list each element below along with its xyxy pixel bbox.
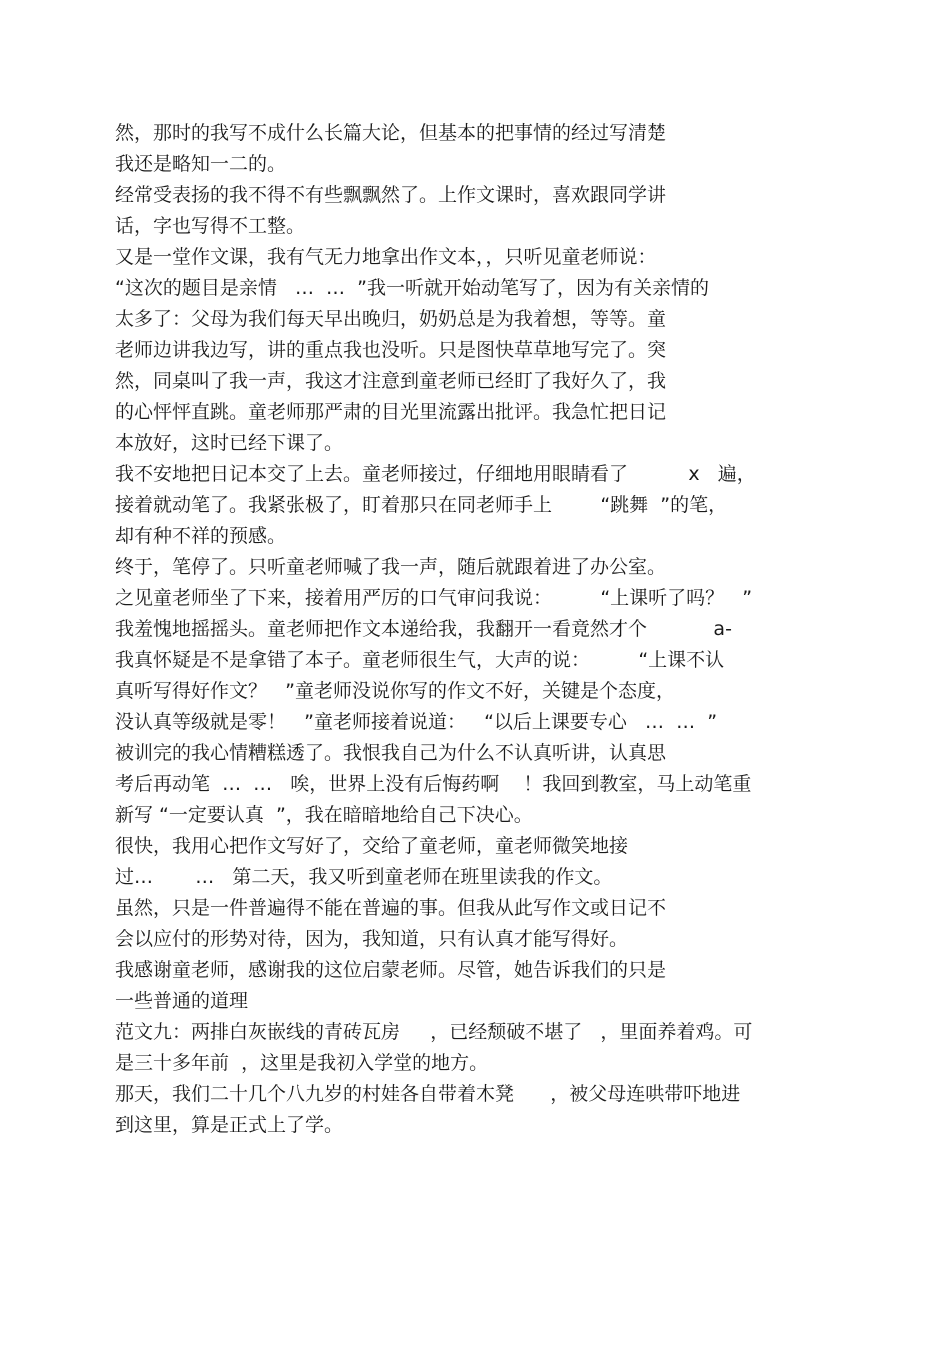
text-line: 真听写得好作文？ ”童老师没说你写的作文不好，关键是个态度， (115, 680, 675, 702)
text-line: 那天，我们二十几个八九岁的村娃各自带着木凳 ，被父母连哄带吓地进 (115, 1083, 741, 1105)
text-line: 没认真等级就是零！ ”童老师接着说道： “以后上课要专心 … … ” (115, 711, 718, 733)
text-line: 我感谢童老师，感谢我的这位启蒙老师。尽管，她告诉我们的只是 (115, 959, 667, 981)
text-line: 我不安地把日记本交了上去。童老师接过，仔细地用眼睛看了 x 遍， (115, 463, 756, 485)
text-line: 我羞愧地摇摇头。童老师把作文本递给我，我翻开一看竟然才个 a- (115, 618, 732, 640)
text-line: 虽然，只是一件普遍得不能在普遍的事。但我从此写作文或日记不 (115, 897, 667, 919)
text-line: 终于，笔停了。只听童老师喊了我一声，随后就跟着进了办公室。 (115, 556, 667, 578)
text-line: 然，那时的我写不成什么长篇大论，但基本的把事情的经过写清楚 (115, 122, 667, 144)
text-line: 我还是略知一二的。 (115, 153, 287, 175)
essay-text (115, 118, 915, 1141)
text-line: 很快，我用心把作文写好了，交给了童老师，童老师微笑地接 (115, 835, 629, 857)
text-line: 太多了：父母为我们每天早出晚归，奶奶总是为我着想，等等。童 (115, 308, 667, 330)
text-line: 我真怀疑是不是拿错了本子。童老师很生气，大声的说： “上课不认 (115, 649, 725, 671)
text-line: 被训完的我心情糟糕透了。我恨我自己为什么不认真听讲，认真思 (115, 742, 667, 764)
text-line: 新写 “一定要认真 ”，我在暗暗地给自己下决心。 (115, 804, 533, 826)
text-line: 范文九：两排白灰嵌线的青砖瓦房 ，已经颓破不堪了 ，里面养着鸡。可 (115, 1021, 753, 1043)
text-line: 之见童老师坐了下来，接着用严厉的口气审问我说： “上课听了吗？ ” (115, 587, 753, 609)
text-line: 本放好，这时已经下课了。 (115, 432, 344, 454)
text-line: 老师边讲我边写，讲的重点我也没听。只是图快草草地写完了。突 (115, 339, 667, 361)
text-line: 会以应付的形势对待，因为，我知道，只有认真才能写得好。 (115, 928, 629, 950)
text-line: 考后再动笔 … … 唉，世界上没有后悔药啊 ！我回到教室，马上动笔重 (115, 773, 752, 795)
text-line: “这次的题目是亲情 … … ”我一听就开始动笔写了，因为有关亲情的 (115, 277, 709, 299)
text-line: 过… … 第二天，我又听到童老师在班里读我的作文。 (115, 866, 613, 888)
text-line: 经常受表扬的我不得不有些飘飘然了。上作文课时，喜欢跟同学讲 (115, 184, 667, 206)
text-line: 的心怦怦直跳。童老师那严肃的目光里流露出批评。我急忙把日记 (115, 401, 667, 423)
text-line: 却有种不祥的预感。 (115, 525, 287, 547)
text-line: 话，字也写得不工整。 (115, 215, 306, 237)
text-line: 然，同桌叫了我一声，我这才注意到童老师已经盯了我好久了，我 (115, 370, 667, 392)
text-line: 接着就动笔了。我紧张极了，盯着那只在同老师手上 “跳舞 ”的笔， (115, 494, 728, 516)
text-line: 一些普通的道理 (115, 990, 249, 1012)
text-line: 到这里，算是正式上了学。 (115, 1114, 344, 1136)
text-line: 又是一堂作文课，我有气无力地拿出作文本，，只听见童老师说： (115, 246, 657, 268)
text-line: 是三十多年前 ，这里是我初入学堂的地方。 (115, 1052, 489, 1074)
